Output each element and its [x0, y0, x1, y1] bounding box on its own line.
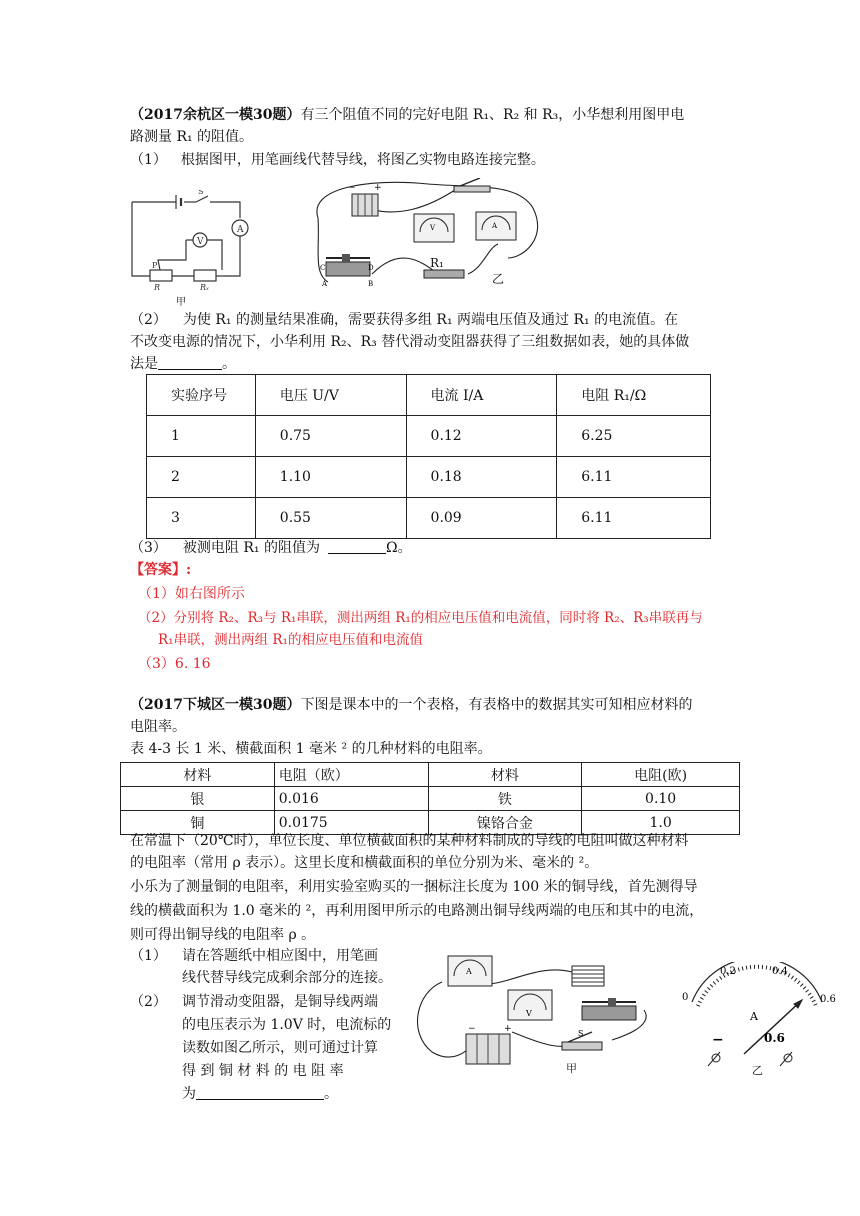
svg-text:A: A	[492, 222, 498, 230]
q1-title: （2017余杭区一模30题）	[130, 107, 301, 123]
q2-part1-num: （1）	[130, 948, 167, 964]
q1-part1-num: （1）	[130, 152, 167, 168]
q1-part2-end: 。	[222, 356, 236, 372]
table-cell: 3	[147, 498, 256, 539]
q2-part2-line5: 为	[182, 1086, 196, 1102]
q2-part2-num: （2）	[130, 994, 167, 1010]
q2-para-line2: 的电阻率（常用 ρ 表示）。这里长度和横截面积的单位分别为米、毫米的 ²。	[130, 855, 599, 871]
q1-fig-jia-label: 甲	[176, 297, 186, 308]
table-header-cell: 电阻(欧)	[582, 763, 740, 787]
svg-text:D: D	[368, 264, 374, 272]
svg-text:A: A	[466, 967, 472, 976]
rheostat-r-symbol: R	[154, 283, 161, 292]
table-cell: 0.016	[274, 787, 428, 811]
resistor-r1-icon	[424, 270, 464, 278]
meter-tick-0: 0	[682, 992, 689, 1003]
svg-text:C: C	[320, 264, 326, 272]
table-cell: 铜	[121, 811, 275, 835]
table-header-cell: 实验序号	[147, 375, 256, 416]
meter-unit-a: A	[750, 1010, 758, 1023]
voltmeter-icon	[508, 990, 552, 1020]
table-cell: 镍铬合金	[428, 811, 582, 835]
q1-intro-line1: 有三个阻值不同的完好电阻 R₁、R₂ 和 R₃，小华想利用图甲电	[300, 107, 685, 123]
q1-part2-num: （2）	[130, 312, 167, 328]
table-cell: 0.18	[406, 457, 557, 498]
slider-p-symbol: P	[152, 261, 158, 270]
svg-text:−: −	[468, 1024, 476, 1034]
rheostat-icon	[582, 998, 636, 1020]
q1-intro-line2: 路测量 R₁ 的阻值。	[130, 129, 254, 145]
q1-fig-yi-label: 乙	[492, 272, 505, 286]
table-cell: 0.0175	[274, 811, 428, 835]
q2-fig-yi-label: 乙	[752, 1064, 763, 1077]
q1-part2-line2: 不改变电源的情况下，小华利用 R₂、R₃ 替代滑动变阻器获得了三组数据如表，她的具体做	[130, 334, 690, 350]
svg-text:+: +	[374, 183, 382, 193]
table-row	[147, 457, 711, 498]
q2-table-caption: 表 4-3 长 1 米、横截面积 1 毫米 ² 的几种材料的电阻率。	[130, 741, 492, 757]
table-cell: 1	[147, 416, 256, 457]
table-header-cell: 电阻 R₁/Ω	[557, 375, 711, 416]
q1-part1-text: 根据图甲，用笔画线代替导线，将图乙实物电路连接完整。	[180, 152, 545, 168]
answer-1: （1）如右图所示	[138, 586, 245, 602]
q2-part2-answer-blank[interactable]	[196, 1085, 324, 1100]
answer-label: 【答案】:	[130, 562, 192, 578]
meter-minus-terminal: −	[712, 1032, 724, 1048]
q1-data-table	[146, 374, 711, 539]
table-row	[147, 416, 711, 457]
voltmeter-v-symbol: V	[197, 237, 204, 247]
table-cell: 0.75	[255, 416, 406, 457]
table-cell: 6.11	[557, 498, 711, 539]
q1-part2-line1: 为使 R₁ 的测量结果准确，需要获得多组 R₁ 两端电压值及通过 R₁ 的电流值。在	[182, 312, 679, 328]
svg-text:−: −	[348, 183, 356, 193]
q1-part2-line3: 法是	[130, 356, 158, 372]
terminal-screw-icon	[708, 1052, 792, 1066]
q2-intro-line1: 下图是课本中的一个表格，有表格中的数据其实可知相应材料的	[300, 697, 693, 713]
table-row	[147, 498, 711, 539]
switch-icon	[454, 178, 490, 192]
table-cell: 0.09	[406, 498, 557, 539]
resistor-rx-symbol: Rₓ	[200, 283, 209, 292]
q2-intro-line2: 电阻率。	[130, 719, 186, 735]
rheostat-icon	[320, 254, 374, 288]
ammeter-icon	[476, 212, 516, 240]
meter-tick-0.4: 0.4	[772, 966, 788, 977]
battery-box-icon	[466, 1024, 512, 1064]
table-cell: 0.12	[406, 416, 557, 457]
q1-part3-answer-blank[interactable]	[328, 539, 386, 554]
q2-part2-end: 。	[324, 1086, 338, 1102]
svg-text:V: V	[430, 224, 436, 232]
table-header-cell: 电阻（欧）	[274, 763, 428, 787]
q1-part3-text: 被测电阻 R₁ 的阻值为	[182, 540, 320, 556]
q2-part1-line1: 请在答题纸中相应图中，用笔画	[182, 948, 378, 964]
table-header-row	[147, 375, 711, 416]
q2-para-line4: 线的横截面积为 1.0 毫米的 ²，再利用图甲所示的电路测出铜导线两端的电压和其中的电流，	[130, 903, 704, 919]
q1-part2-answer-blank[interactable]	[158, 355, 222, 370]
table-cell: 6.25	[557, 416, 711, 457]
answer-3: （3）6. 16	[138, 656, 211, 672]
q2-resistivity-table	[120, 762, 740, 835]
table-header-cell: 材料	[121, 763, 275, 787]
answer-2-line1: （2）分别将 R₂、R₃与 R₁串联，测出两组 R₁的相应电压值和电流值，同时将 R₂、R₃串联再与	[138, 610, 703, 626]
q2-para-line5: 则可得出铜导线的电阻率 ρ 。	[130, 927, 316, 943]
table-header-cell: 电压 U/V	[255, 375, 406, 416]
table-cell: 0.55	[255, 498, 406, 539]
table-cell: 1.10	[255, 457, 406, 498]
q1-physical-circuit-yi	[308, 178, 548, 296]
table-cell: 6.11	[557, 457, 711, 498]
svg-text:B: B	[368, 280, 374, 288]
q2-part1-line2: 线代替导线完成剩余部分的连接。	[182, 970, 392, 986]
svg-text:S: S	[578, 1029, 584, 1038]
q2-part2-line4: 得 到 铜 材 料 的 电 阻 率	[182, 1063, 344, 1079]
q2-part2-line2: 的电压表示为 1.0V 时，电流标的	[182, 1017, 392, 1033]
svg-text:+: +	[504, 1024, 512, 1034]
battery-box-icon	[348, 183, 382, 216]
q2-physical-circuit-jia	[412, 952, 660, 1072]
table-cell: 1.0	[582, 811, 740, 835]
table-cell: 铁	[428, 787, 582, 811]
voltmeter-icon	[414, 214, 454, 242]
copper-wire-coil-icon	[572, 966, 604, 986]
q2-para-line3: 小乐为了测量铜的电阻率，利用实验室购买的一捆标注长度为 100 米的铜导线，首先测得导	[130, 879, 698, 895]
table-header-row	[121, 763, 740, 787]
table-cell: 2	[147, 457, 256, 498]
table-header-cell: 电流 I/A	[406, 375, 557, 416]
q1-part3-unit: Ω。	[385, 540, 412, 556]
svg-text:V: V	[526, 1009, 532, 1018]
q2-part2-line1: 调节滑动变阻器，是铜导线两端	[182, 994, 378, 1010]
ammeter-a-symbol: A	[237, 225, 244, 235]
q2-part2-line3: 读数如图乙所示，则可通过计算	[182, 1040, 378, 1056]
table-header-cell: 材料	[428, 763, 582, 787]
switch-icon	[562, 1029, 602, 1050]
q1-fig-r1-label: R₁	[430, 256, 444, 270]
q2-para-line1: 在常温下（20℃时），单位长度、单位横截面积的某种材料制成的导线的电阻叫做这种材料	[130, 833, 689, 849]
q1-part3-num: （3）	[130, 540, 167, 556]
table-cell: 0.10	[582, 787, 740, 811]
svg-text:A: A	[322, 280, 328, 288]
meter-0.6-terminal: 0.6	[764, 1031, 785, 1045]
q2-fig-jia-label: 甲	[566, 1062, 577, 1075]
ammeter-icon	[448, 956, 492, 986]
q1-circuit-diagram-jia	[128, 190, 258, 302]
table-row	[121, 787, 740, 811]
q2-title: （2017下城区一模30题）	[130, 697, 301, 713]
meter-tick-0.6: 0.6	[820, 994, 836, 1005]
answer-2-line2: R₁串联，测出两组 R₁的相应电压值和电流值	[158, 632, 423, 648]
switch-s-symbol: S	[198, 190, 204, 196]
meter-tick-0.2: 0.2	[720, 966, 736, 977]
table-cell: 银	[121, 787, 275, 811]
